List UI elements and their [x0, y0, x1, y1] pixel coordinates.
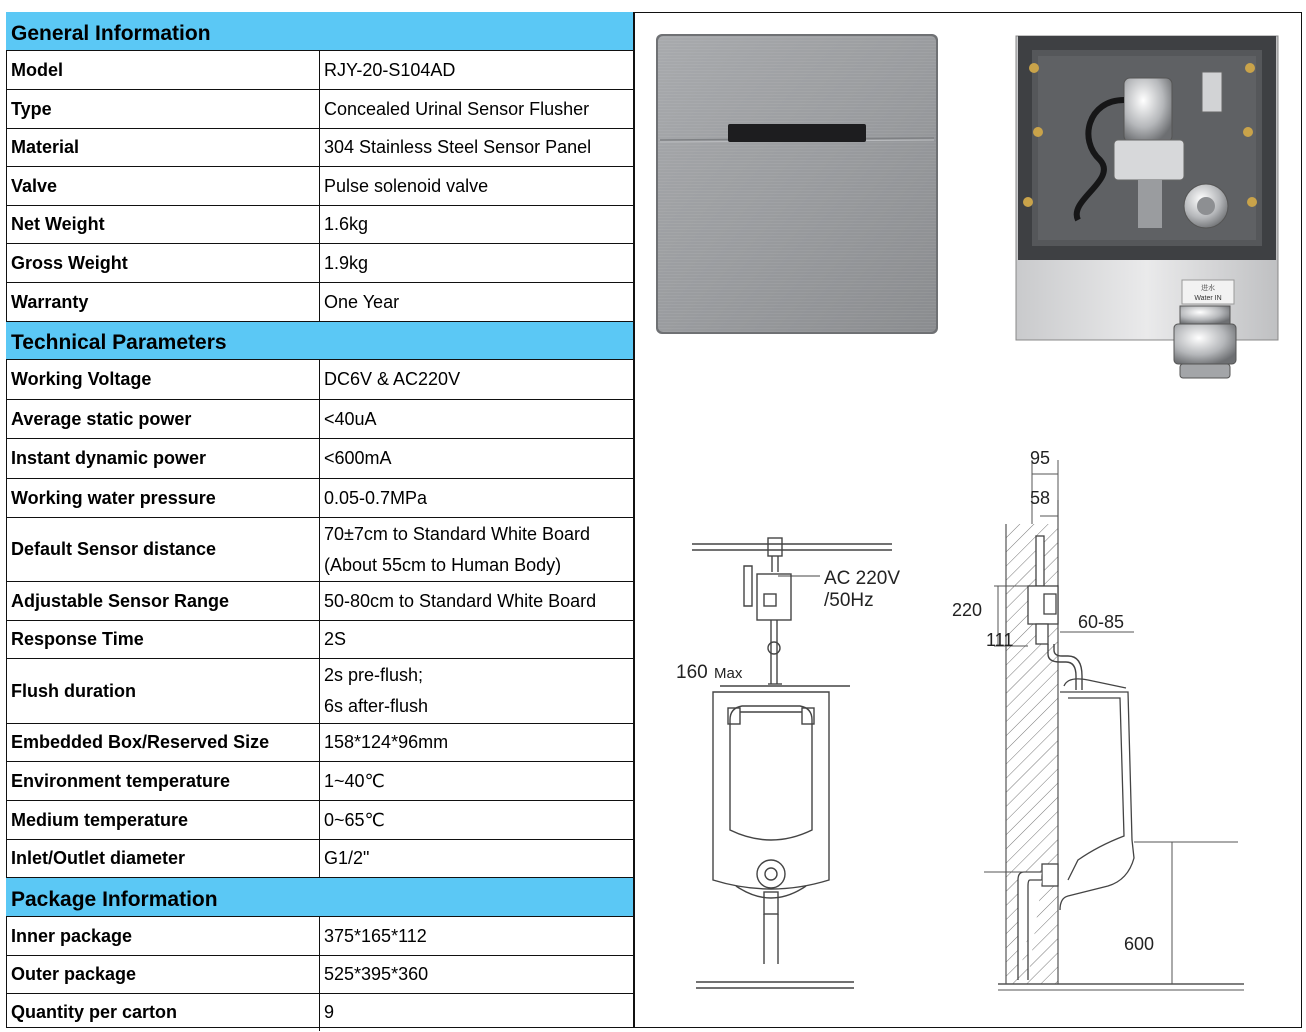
power-label-2: /50Hz [824, 590, 874, 611]
row-label: Response Time [6, 621, 320, 658]
row-label: Model [6, 51, 320, 89]
section-header-technical [6, 322, 635, 360]
row-label: Net Weight [6, 206, 320, 243]
row-value: 1.6kg [324, 214, 369, 234]
row-label: Warranty [6, 283, 320, 321]
table-row [6, 840, 635, 878]
box-label-line1: 进水 [1201, 285, 1215, 292]
section-title: General Information [11, 22, 211, 45]
table-row [6, 659, 635, 724]
row-value: G1/2" [324, 848, 370, 868]
dim-58: 58 [1030, 488, 1051, 508]
row-value: 9 [324, 1002, 335, 1022]
max-dimension-value: 160 [676, 662, 708, 683]
row-value: RJY-20-S104AD [324, 59, 456, 80]
row-value: 0~65℃ [324, 809, 385, 830]
table-row [6, 206, 635, 244]
row-label: Flush duration [6, 659, 320, 723]
row-label: Environment temperature [6, 762, 320, 800]
row-value: 50-80cm to Standard White Board [324, 590, 597, 611]
row-label: Embedded Box/Reserved Size [6, 724, 320, 761]
row-label: Quantity per carton [6, 994, 320, 1031]
row-label: Working water pressure [6, 479, 320, 517]
table-row [6, 400, 635, 439]
row-label: Inlet/Outlet diameter [6, 840, 320, 877]
row-label: Working Voltage [6, 360, 320, 399]
row-value: 375*165*112 [324, 925, 427, 946]
table-row [6, 360, 635, 400]
section-title: Technical Parameters [11, 331, 227, 354]
table-row [6, 917, 635, 956]
row-value: 1~40℃ [324, 770, 385, 791]
row-value: 525*395*360 [324, 964, 429, 984]
section-title: Package Information [11, 888, 218, 911]
dim-95: 95 [1030, 448, 1051, 468]
row-value: 6s after-flush [324, 696, 429, 716]
row-value: 2S [324, 629, 347, 649]
row-label: Outer package [6, 956, 320, 993]
row-value: DC6V & AC220V [324, 369, 461, 389]
row-label: Gross Weight [6, 244, 320, 282]
side-installation-diagram [948, 440, 1258, 1000]
row-value: 1.9kg [324, 252, 369, 273]
table-row [6, 283, 635, 322]
embedded-box-image [1008, 30, 1288, 390]
front-installation-diagram [660, 520, 930, 1000]
table-row [6, 90, 635, 129]
row-value: Pulse solenoid valve [324, 175, 489, 196]
spec-table [6, 12, 635, 1031]
row-value: (About 55cm to Human Body) [324, 554, 562, 575]
dim-111: 111 [986, 630, 1014, 650]
row-value: <600mA [324, 448, 392, 468]
table-row [6, 801, 635, 840]
row-value: 2s pre-flush; [324, 665, 424, 685]
table-row [6, 956, 635, 994]
table-row [6, 582, 635, 621]
row-value: 70±7cm to Standard White Board [324, 523, 591, 544]
row-value: <40uA [324, 408, 377, 429]
row-value: Concealed Urinal Sensor Flusher [324, 98, 590, 119]
row-label: Instant dynamic power [6, 439, 320, 478]
table-row [6, 621, 635, 659]
row-label: Type [6, 90, 320, 128]
row-label: Medium temperature [6, 801, 320, 839]
table-row [6, 479, 635, 518]
table-row [6, 167, 635, 206]
section-header-general [6, 12, 635, 51]
row-label: Default Sensor distance [6, 518, 320, 581]
row-label: Average static power [6, 400, 320, 438]
table-row [6, 994, 635, 1031]
dim-60-85: 60-85 [1078, 612, 1125, 632]
section-header-package [6, 878, 635, 917]
sensor-window-icon [728, 124, 866, 142]
row-label: Material [6, 129, 320, 166]
dim-600: 600 [1124, 934, 1155, 954]
column-divider [633, 12, 635, 1028]
row-value: 304 Stainless Steel Sensor Panel [324, 137, 592, 157]
power-label-1: AC 220V [824, 568, 901, 589]
row-value: 158*124*96mm [324, 732, 449, 752]
table-row [6, 129, 635, 167]
row-label: Adjustable Sensor Range [6, 582, 320, 620]
box-label-line2: Water IN [1194, 295, 1222, 302]
table-row [6, 51, 635, 90]
table-row [6, 439, 635, 479]
dim-220: 220 [952, 600, 983, 620]
row-value: 0.05-0.7MPa [324, 487, 428, 508]
table-row [6, 762, 635, 801]
row-label: Inner package [6, 917, 320, 955]
table-row [6, 244, 635, 283]
max-dimension-suffix: Max [714, 665, 743, 682]
row-value: One Year [324, 291, 400, 312]
row-label: Valve [6, 167, 320, 205]
stainless-sensor-panel-image [650, 28, 946, 342]
table-row [6, 518, 635, 582]
table-row [6, 724, 635, 762]
